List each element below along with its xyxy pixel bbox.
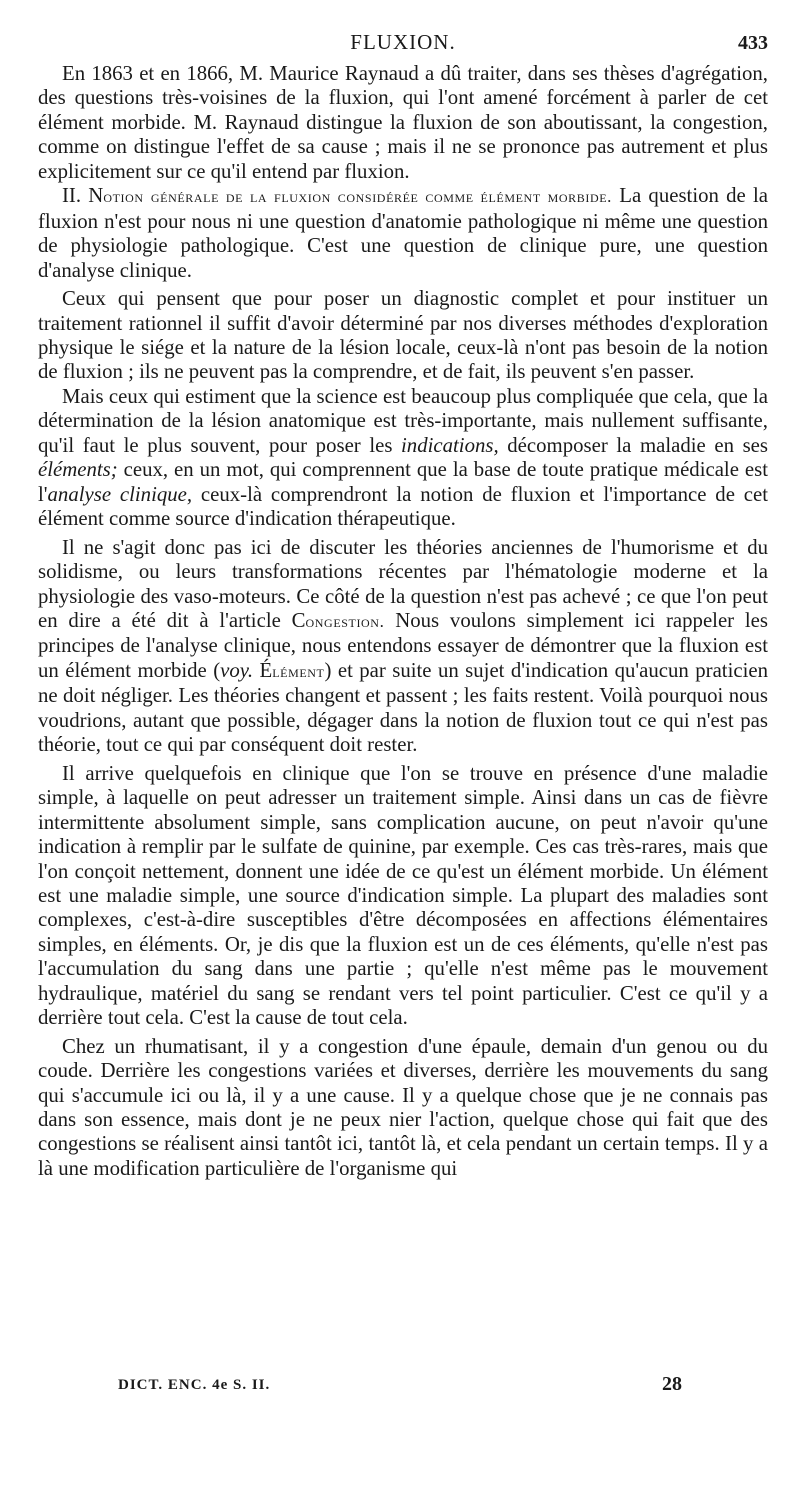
section-heading-rest: générale de la fluxion considérée comme élément morbide. xyxy=(150,187,613,207)
paragraph-1-text: En 1863 et en 1866, M. Maurice Raynaud a dû traiter, dans ses thèses d'agrégation, des questions très-voisines de la fluxion, qui l'ont amené forcément à parler de cet élément morbide. M. Raynaud distingue la fluxion de son aboutissant, la congestion, comme on distingue l'effet de sa cause ; mais il ne se prononce pas autrement et plus explicitement sur ce qu'il entend par fluxion. xyxy=(38,62,768,183)
paragraph-7 xyxy=(38,1035,768,1182)
paragraph-5-text-2: Nous voulons simplement ici rappeler les principes de l'analyse clinique, nous entendons essayer de démontrer que la fluxion est un élément morbide ( xyxy=(38,608,768,682)
paragraph-4-text-2: décomposer la maladie en ses xyxy=(507,433,768,457)
paragraph-2-text: La question de la fluxion n'est pour nous ni une question d'anatomie pathologique ni même une question de physiologie pathologique. C'est une question de clinique pure, une question d'analyse clinique. xyxy=(38,184,768,282)
section-heading-initial: N xyxy=(88,184,104,208)
section-heading-first-word: otion xyxy=(103,187,144,207)
page-number: 433 xyxy=(738,32,768,54)
paragraph-2-section-heading xyxy=(38,184,768,283)
emphasis-voy: voy. xyxy=(220,658,254,682)
cross-ref-congestion: ongestion. xyxy=(305,611,385,631)
cross-ref-congestion-initial: C xyxy=(291,608,306,632)
paragraph-7-text: Chez un rhumatisant, il y a congestion d'une épaule, demain d'un genou ou du coude. Derrière les congestions variées et diverses, derrière les mouvements du sang qui s'accumule ici ou là, il y a une cause. Il y a quelque chose que je ne connais pas dans son essence, mais dont je ne peux nier l'action, quelque chose qui fait que des congestions se réalisent ainsi tantôt ici, tantôt là, et cela pendant un certain temps. Il y a là une modification particulière de l'organisme qui xyxy=(38,1034,768,1180)
cross-ref-element-initial: É xyxy=(259,658,273,682)
paragraph-3 xyxy=(38,287,768,385)
paragraph-4-text-1: Mais ceux qui estiment que la science est beaucoup plus compliquée que cela, que la détermination de la lésion anatomique est très-importante, mais nullement suffisante, qu'il faut le plus souvent, pour poser les xyxy=(38,384,768,457)
running-title: FLUXION. xyxy=(350,30,456,54)
paragraph-3-text: Ceux qui pensent que pour poser un diagnostic complet et pour instituer un traitement rationnel il suffit d'avoir déterminé par nos diverses méthodes d'exploration physique le siége et la nature de la lésion locale, ceux-là n'ont pas besoin de la notion de fluxion ; ils ne peuvent pas la comprendre, et de fait, ils peuvent s'en passer. xyxy=(38,287,768,384)
paragraph-5-text-3: ) et par suite un sujet d'indication qu'aucun praticien ne doit négliger. Les théories changent et passent ; les faits restent. Voilà pourquoi nous voudrions, autant que possible, dégager dans la notion de fluxion tout ce qui n'est pas théorie, tout ce qui par conséquent doit rester. xyxy=(38,658,769,757)
cross-ref-element: lément xyxy=(272,661,325,681)
emphasis-analyse-clinique: analyse clinique, xyxy=(47,482,193,506)
footer-signature: DICT. ENC. 4e S. II. xyxy=(118,1377,271,1393)
paragraph-5-text-1: Il ne s'agit donc pas ici de discuter les théories anciennes de l'humorisme et du solidisme, ou leurs transformations récentes par l'hématologie moderne et la physiologie des vaso-moteurs. Ce côté de la question n'est pas achevé ; ce que l'on peut en dire a été dit à l'article xyxy=(38,535,768,632)
running-head xyxy=(38,30,768,58)
paragraph-5 xyxy=(38,536,768,758)
paragraph-6-text: Il arrive quelquefois en clinique que l'on se trouve en présence d'une maladie simple, à laquelle on peut adresser un traitement simple. Ainsi dans un cas de fièvre intermittente absolument simple, sans complication aucune, on peut n'avoir qu'une indication à remplir par le sulfate de quinine, par exemple. Ces cas très-rares, mais que l'on conçoit nettement, donnent une idée de ce qu'est un élément morbide. Un élément est une maladie simple, une source d'indication simple. La plupart des maladies sont complexes, c'est-à-dire susceptibles d'être décomposées en affections élémentaires simples, en éléments. Or, je dis que la fluxion est un de ces éléments, qu'elle n'est pas l'accumulation du sang dans une partie ; qu'elle n'est même pas le mouvement hydraulique, matériel du sang se rendant vers tel point particulier. C'est ce qu'il y a derrière tout cela. C'est la cause de tout cela. xyxy=(38,761,768,1030)
paragraph-1 xyxy=(38,62,768,184)
paragraph-4 xyxy=(38,385,768,532)
section-numeral: II. xyxy=(62,184,82,208)
emphasis-indications: indications, xyxy=(401,433,499,457)
footer-sheet-number: 28 xyxy=(662,1373,682,1395)
paragraph-6 xyxy=(38,762,768,1031)
emphasis-elements: éléments; xyxy=(38,458,118,482)
paragraph-4-text-3: ceux, en un mot, qui comprennent que la base de toute pratique médicale est l' xyxy=(38,458,768,506)
page-footer xyxy=(118,1373,718,1399)
paragraph-4-text-4: ceux-là comprendront la notion de fluxion et l'importance de cet élément comme source d'indication thérapeutique. xyxy=(38,482,768,531)
body-text xyxy=(38,62,768,1181)
